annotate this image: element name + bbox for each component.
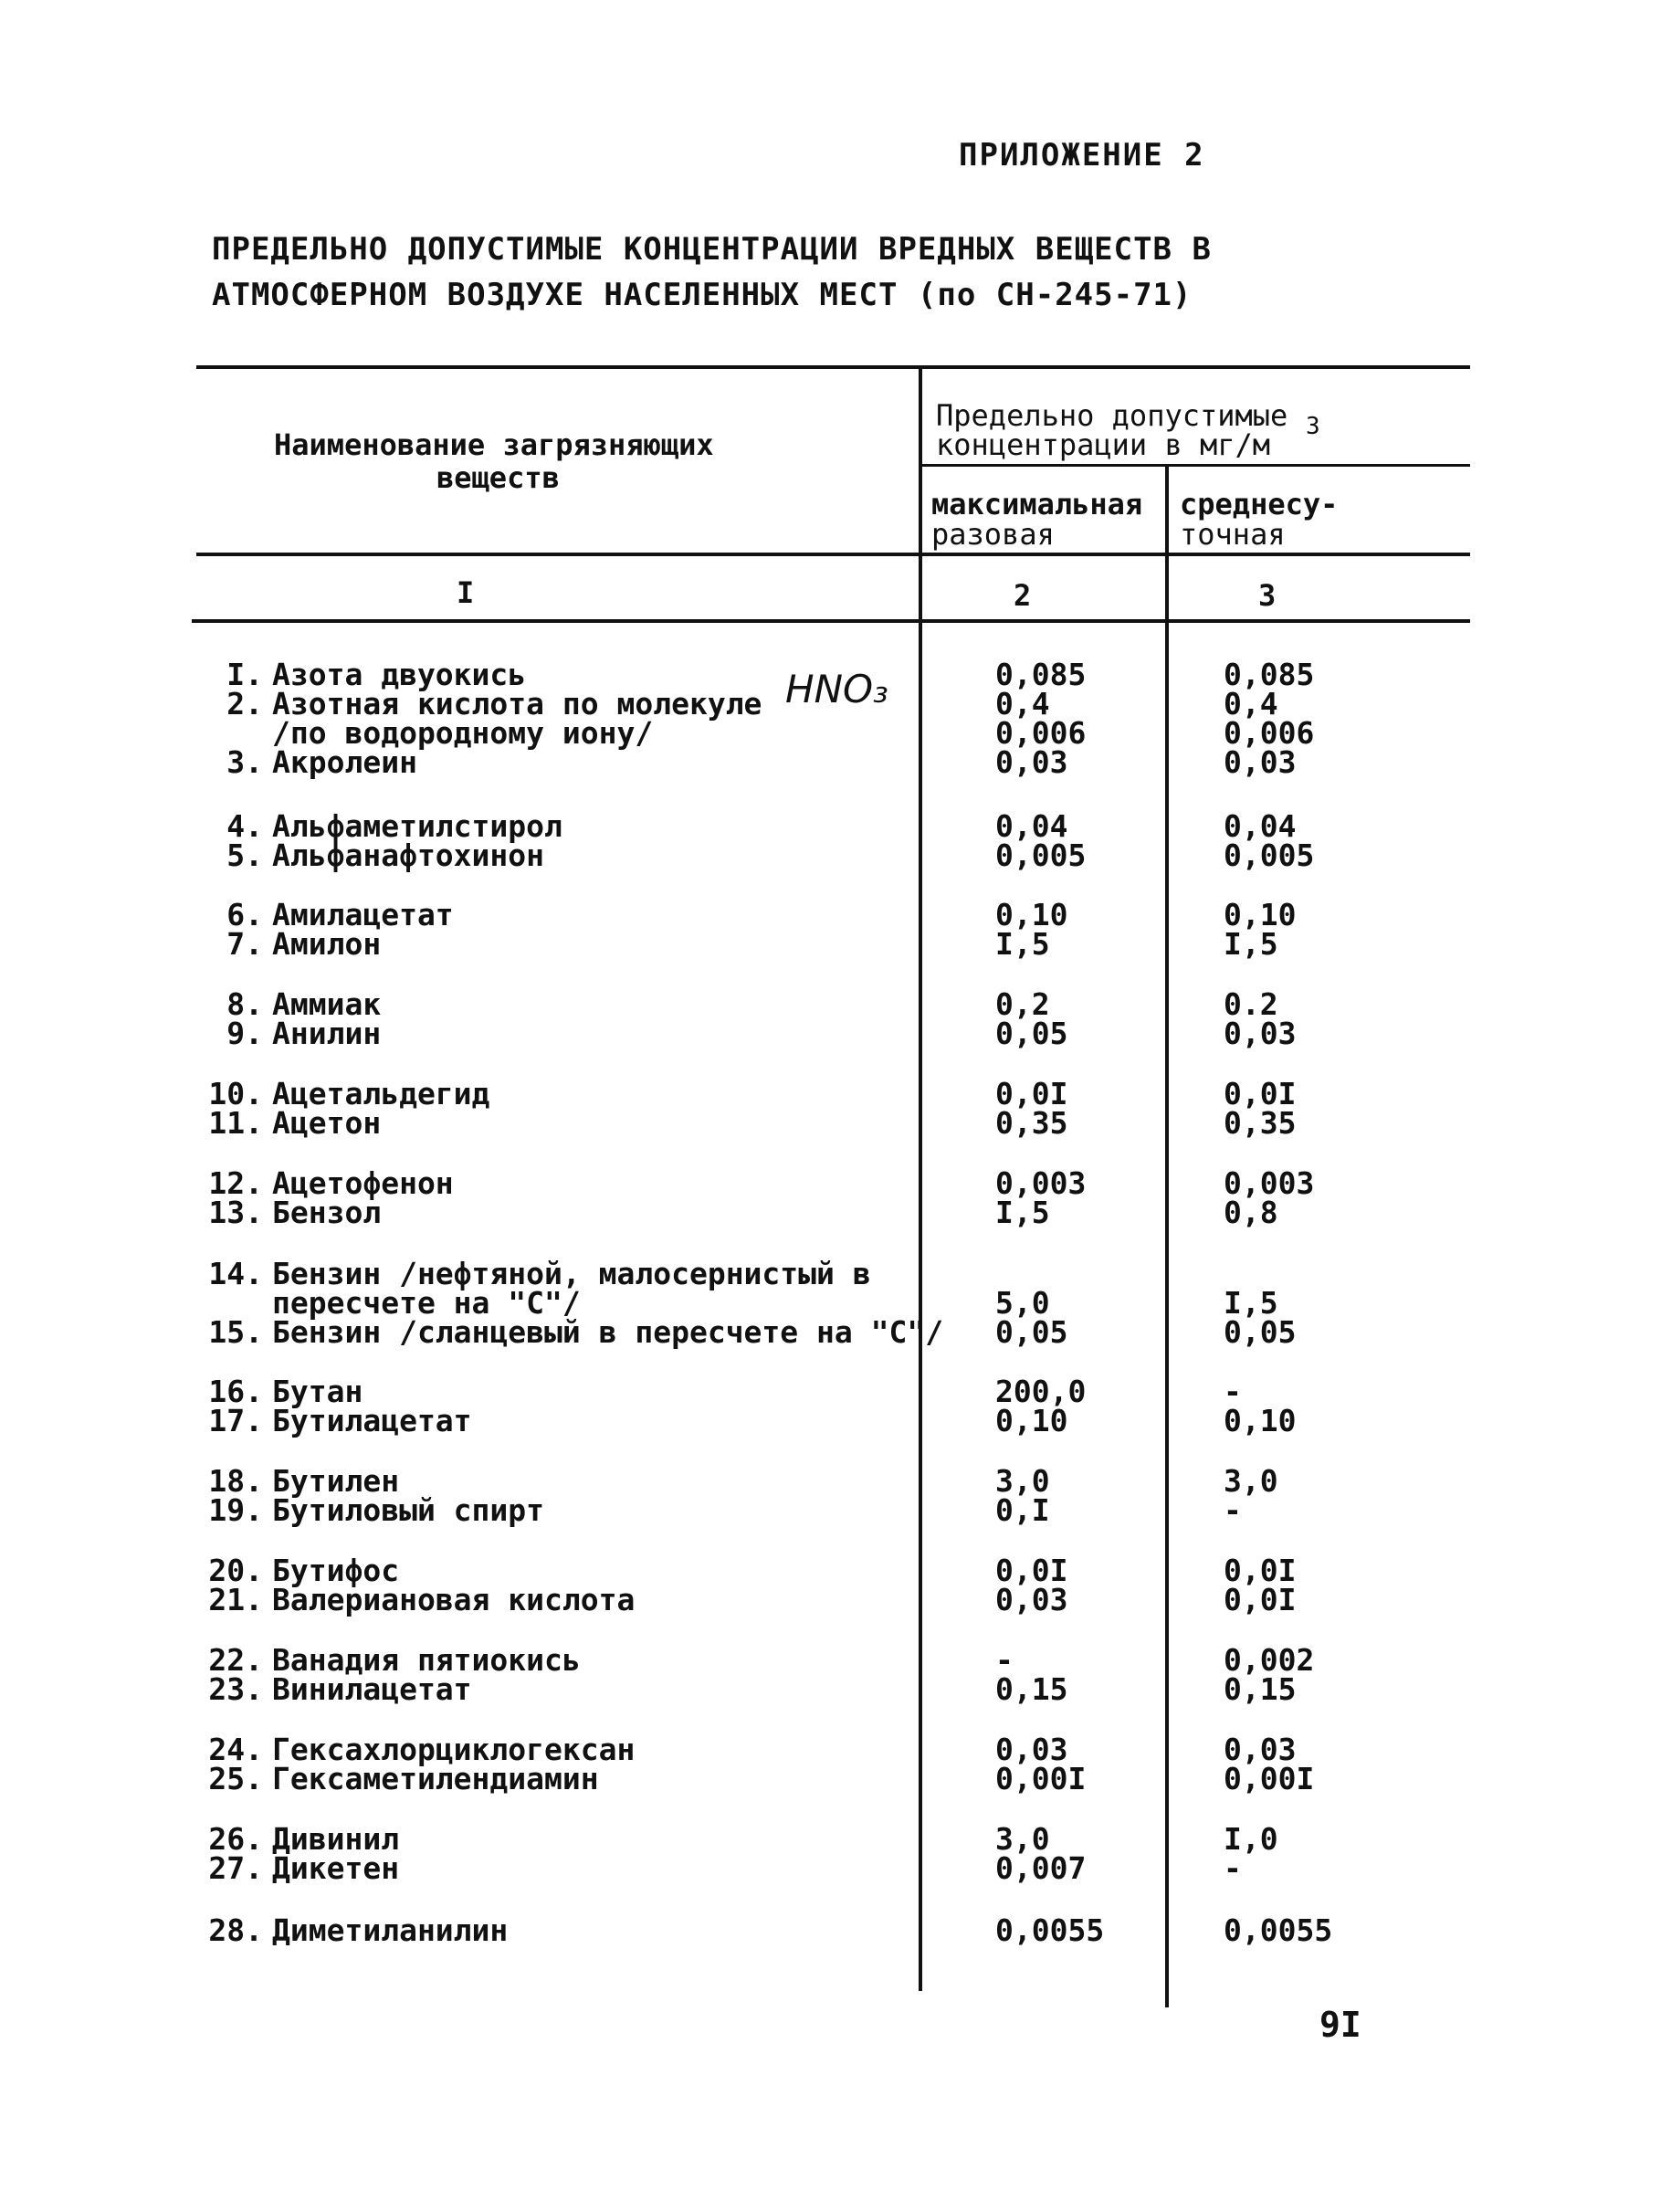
row-number: 26. — [208, 1821, 263, 1857]
handwritten-formula: HNO₃ — [785, 667, 888, 711]
daily-average-value: 0,0I — [1224, 1076, 1297, 1111]
row-number: 7. — [226, 926, 263, 962]
row-number: 19. — [208, 1492, 263, 1528]
substance-name: Валериановая кислота — [272, 1582, 636, 1617]
column-divider-2 — [1165, 464, 1169, 2007]
page-title-line2: АТМОСФЕРНОМ ВОЗДУХЕ НАСЕЛЕННЫХ МЕСТ (по СН-245-71) — [212, 277, 1193, 313]
col3-header-line1: среднесу- — [1180, 487, 1339, 521]
row-number: 21. — [208, 1582, 263, 1617]
daily-average-value: 0.2 — [1224, 986, 1278, 1022]
max-single-value: 0,03 — [995, 1732, 1068, 1767]
max-single-value: 0,007 — [995, 1850, 1087, 1886]
substance-name: Акролеин — [272, 744, 417, 780]
substance-name: Бутилацетат — [272, 1403, 472, 1438]
max-single-value: 0,0I — [995, 1076, 1068, 1111]
substance-name: Ванадия пятиокись — [272, 1642, 581, 1678]
daily-average-value: 0,0055 — [1224, 1912, 1333, 1948]
max-single-value: 0,10 — [995, 1403, 1068, 1438]
row-number: I. — [226, 657, 263, 692]
max-single-value: - — [995, 1642, 1014, 1678]
group-header-superscript: 3 — [1306, 413, 1320, 440]
col2-number: 2 — [1014, 578, 1032, 613]
row-number: 8. — [226, 986, 263, 1022]
row-number: 5. — [226, 837, 263, 873]
col2-header-line2: разовая — [931, 517, 1055, 552]
column-divider-1 — [919, 365, 922, 1991]
row-number: 20. — [208, 1553, 263, 1588]
substance-name: Бутан — [272, 1374, 363, 1409]
max-single-value: 0,003 — [995, 1165, 1087, 1201]
col1-header-line2: веществ — [436, 460, 560, 495]
column-number-rule — [192, 619, 1470, 623]
table-top-rule — [196, 365, 1470, 369]
daily-average-value: 0,05 — [1224, 1314, 1297, 1350]
max-single-value: 0,085 — [995, 657, 1087, 692]
substance-name: Дивинил — [272, 1821, 400, 1857]
row-number: 2. — [226, 686, 263, 722]
substance-name: Гексаметилендиамин — [272, 1761, 599, 1796]
row-number: 24. — [208, 1732, 263, 1767]
group-header-rule — [922, 464, 1470, 467]
substance-name: Дикетен — [272, 1850, 400, 1886]
substance-name: Азота двуокись — [272, 657, 527, 692]
max-single-value: 5,0 — [995, 1285, 1050, 1321]
max-single-value: 0,04 — [995, 808, 1068, 844]
daily-average-value: I,0 — [1224, 1821, 1278, 1857]
substance-name: Ацетальдегид — [272, 1076, 490, 1111]
substance-name: Альфанафтохинон — [272, 837, 545, 873]
daily-average-value: - — [1224, 1374, 1242, 1409]
row-number: 14. — [208, 1256, 263, 1291]
daily-average-value: 0,00I — [1224, 1761, 1315, 1796]
max-single-value: 0,00I — [995, 1761, 1087, 1796]
substance-name: Аммиак — [272, 986, 382, 1022]
row-number: 27. — [208, 1850, 263, 1886]
daily-average-value: 0,03 — [1224, 1016, 1297, 1051]
max-single-value: 0,4 — [995, 686, 1050, 722]
max-single-value: 0,03 — [995, 1582, 1068, 1617]
max-single-value: 0,0I — [995, 1553, 1068, 1588]
col2-header-line1: максимальная — [931, 487, 1143, 521]
row-number: 4. — [226, 808, 263, 844]
substance-name: Бутилен — [272, 1463, 400, 1499]
max-single-value: 0,15 — [995, 1671, 1068, 1707]
daily-average-value: 0,35 — [1224, 1105, 1297, 1141]
row-number: 9. — [226, 1016, 263, 1051]
max-single-value: 3,0 — [995, 1821, 1050, 1857]
substance-name: Ацетофенон — [272, 1165, 454, 1201]
substance-name: Бутиловый спирт — [272, 1492, 545, 1528]
col1-header-line1: Наименование загрязняющих — [274, 427, 714, 462]
substance-name: Амилон — [272, 926, 382, 962]
max-single-value: 0,2 — [995, 986, 1050, 1022]
daily-average-value: 0,003 — [1224, 1165, 1315, 1201]
col1-number: I — [457, 575, 475, 610]
daily-average-value: I,5 — [1224, 926, 1278, 962]
group-header-line1: Предельно допустимые — [936, 398, 1288, 433]
page-title-line1: ПРЕДЕЛЬНО ДОПУСТИМЫЕ КОНЦЕНТРАЦИИ ВРЕДНЫХ ВЕЩЕСТВ В — [212, 231, 1212, 268]
substance-name: Винилацетат — [272, 1671, 472, 1707]
daily-average-value: 0,4 — [1224, 686, 1278, 722]
daily-average-value: 0,0I — [1224, 1582, 1297, 1617]
max-single-value: 0,I — [995, 1492, 1050, 1528]
substance-name: Анилин — [272, 1016, 382, 1051]
daily-average-value: 0,8 — [1224, 1195, 1278, 1230]
max-single-value: 0,35 — [995, 1105, 1068, 1141]
daily-average-value: 0,005 — [1224, 837, 1315, 873]
max-single-value: I,5 — [995, 1195, 1050, 1230]
daily-average-value: 0,0I — [1224, 1553, 1297, 1588]
col3-header-line2: точная — [1180, 517, 1286, 552]
daily-average-value: 0,10 — [1224, 1403, 1297, 1438]
substance-name: пересчете на "C"/ — [272, 1285, 581, 1321]
max-single-value: 0,03 — [995, 744, 1068, 780]
row-number: 17. — [208, 1403, 263, 1438]
daily-average-value: 0,03 — [1224, 1732, 1297, 1767]
page-number: 9I — [1319, 2005, 1361, 2045]
substance-name: Бензин /нефтяной, малосернистый в — [272, 1256, 871, 1291]
substance-name: Бутифос — [272, 1553, 400, 1588]
appendix-label: ПРИЛОЖЕНИЕ 2 — [959, 137, 1205, 174]
group-header-line2: концентрации в мг/м — [936, 427, 1271, 462]
daily-average-value: - — [1224, 1492, 1242, 1528]
daily-average-value: 0,15 — [1224, 1671, 1297, 1707]
row-number: 11. — [208, 1105, 263, 1141]
row-number: 3. — [226, 744, 263, 780]
row-number: 23. — [208, 1671, 263, 1707]
row-number: 25. — [208, 1761, 263, 1796]
daily-average-value: 0,03 — [1224, 744, 1297, 780]
daily-average-value: 0,04 — [1224, 808, 1297, 844]
substance-name: Гексахлорциклогексан — [272, 1732, 636, 1767]
max-single-value: 0,005 — [995, 837, 1087, 873]
substance-name: Азотная кислота по молекуле — [272, 686, 762, 722]
row-number: 13. — [208, 1195, 263, 1230]
max-single-value: 3,0 — [995, 1463, 1050, 1499]
substance-name: Альфаметилстирол — [272, 808, 562, 844]
row-number: 28. — [208, 1912, 263, 1948]
daily-average-value: 0,085 — [1224, 657, 1315, 692]
daily-average-value: I,5 — [1224, 1285, 1278, 1321]
daily-average-value: 0,002 — [1224, 1642, 1315, 1678]
daily-average-value: 3,0 — [1224, 1463, 1278, 1499]
row-number: 22. — [208, 1642, 263, 1678]
max-single-value: 200,0 — [995, 1374, 1087, 1409]
max-single-value: 0,006 — [995, 715, 1087, 751]
max-single-value: 0,05 — [995, 1314, 1068, 1350]
daily-average-value: - — [1224, 1850, 1242, 1886]
max-single-value: 0,0055 — [995, 1912, 1105, 1948]
substance-name: Ацетон — [272, 1105, 382, 1141]
max-single-value: I,5 — [995, 926, 1050, 962]
substance-name: Диметиланилин — [272, 1912, 509, 1948]
row-number: 12. — [208, 1165, 263, 1201]
header-bottom-rule — [196, 553, 1470, 556]
row-number: 10. — [208, 1076, 263, 1111]
row-number: 6. — [226, 897, 263, 932]
col3-number: 3 — [1258, 578, 1277, 613]
daily-average-value: 0,10 — [1224, 897, 1297, 932]
row-number: 15. — [208, 1314, 263, 1350]
substance-name: /по водородному иону/ — [272, 715, 654, 751]
substance-name: Бензин /сланцевый в пересчете на "C"/ — [272, 1314, 944, 1350]
daily-average-value: 0,006 — [1224, 715, 1315, 751]
max-single-value: 0,10 — [995, 897, 1068, 932]
row-number: 16. — [208, 1374, 263, 1409]
max-single-value: 0,05 — [995, 1016, 1068, 1051]
substance-name: Бензол — [272, 1195, 382, 1230]
row-number: 18. — [208, 1463, 263, 1499]
substance-name: Амилацетат — [272, 897, 454, 932]
